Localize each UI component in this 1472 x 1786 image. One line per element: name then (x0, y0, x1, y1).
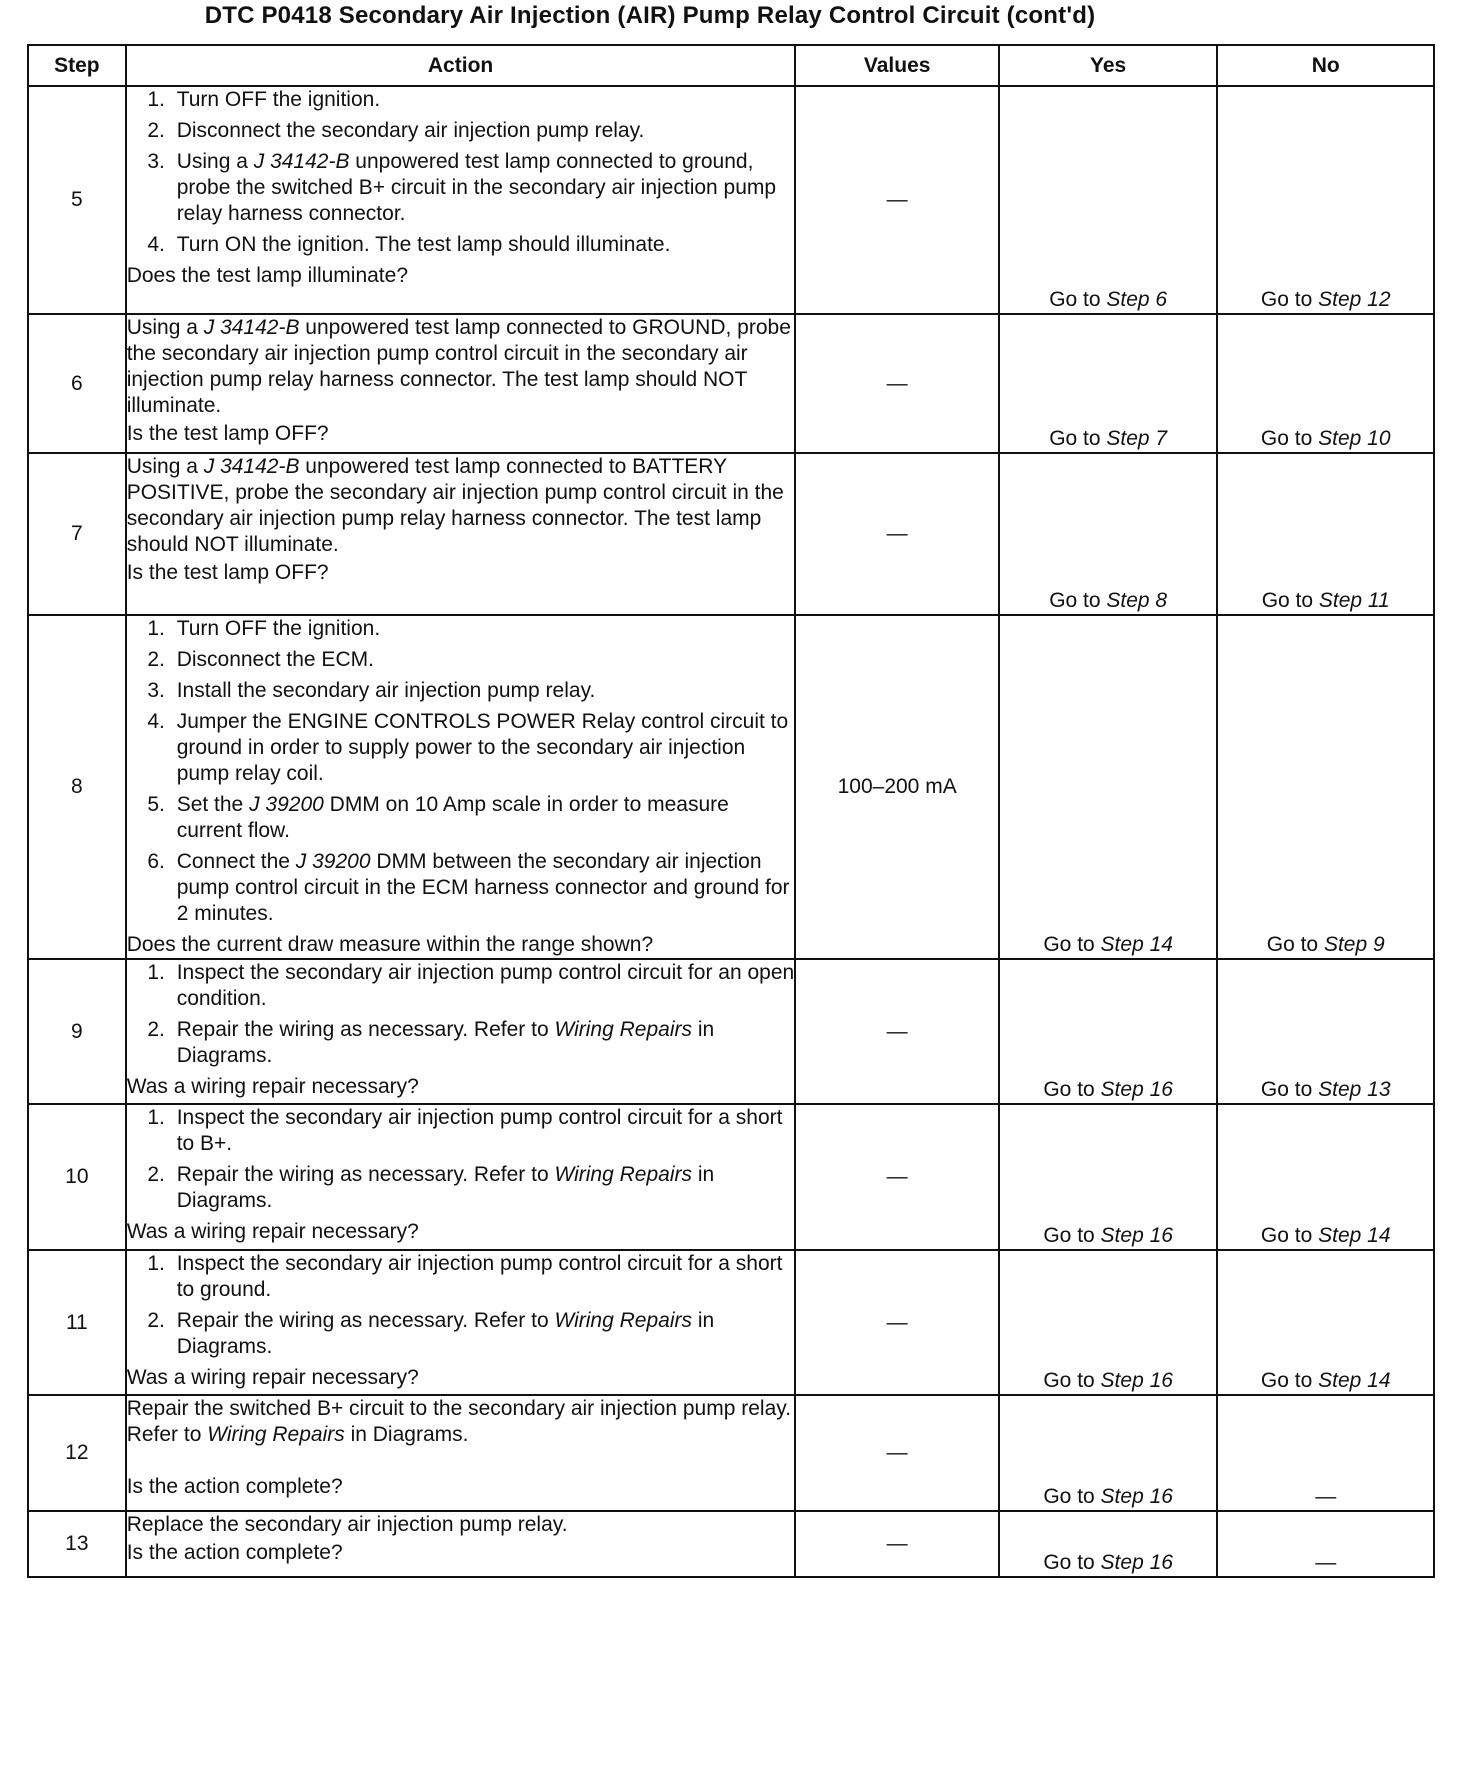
text-run: Set the (176, 793, 250, 816)
action-cell (126, 314, 796, 453)
action-step-item (171, 87, 795, 113)
no-cell (1217, 86, 1434, 314)
italic-reference: Wiring Repairs (554, 1163, 692, 1186)
action-step-item (171, 232, 795, 258)
action-steps-list (127, 87, 795, 258)
action-step-item (171, 1162, 795, 1214)
values-cell: — (795, 86, 998, 314)
text-run: Disconnect the ECM. (176, 648, 374, 671)
values-cell: — (795, 453, 998, 615)
text-run: unpowered test lamp connected to ground, probe the switched B+ circuit in the secondary air injection pump relay harness connector. (176, 150, 777, 225)
action-question: Does the test lamp illuminate? (126, 264, 408, 287)
action-cell (126, 1395, 796, 1511)
action-intro (127, 454, 795, 558)
values-cell: — (795, 1395, 998, 1511)
italic-reference: Step 16 (1100, 1078, 1173, 1101)
action-cell (126, 453, 796, 615)
action-step-item (171, 1017, 795, 1069)
text-run: Jumper the ENGINE CONTROLS POWER Relay control circuit to ground in order to supply power to the secondary air injection pump relay coil. (176, 710, 789, 785)
italic-reference: Step 12 (1318, 288, 1391, 311)
text-run: Using a (126, 316, 204, 339)
text-run: Go to (1043, 1078, 1101, 1101)
column-header-yes: Yes (999, 45, 1218, 86)
action-question: Is the test lamp OFF? (126, 422, 329, 445)
text-run: Go to (1266, 933, 1324, 956)
action-cell (126, 1250, 796, 1395)
text-run: Repair the switched B+ circuit to the secondary air injection pump relay. Refer to (126, 1397, 792, 1446)
step-number: 12 (28, 1395, 126, 1511)
italic-reference: J 34142-B (203, 455, 300, 478)
action-cell (126, 1511, 796, 1577)
text-run: Turn OFF the ignition. (176, 88, 381, 111)
column-header-step: Step (28, 45, 126, 86)
italic-reference: Step 16 (1100, 1485, 1173, 1508)
italic-reference: J 34142-B (253, 150, 350, 173)
italic-reference: Wiring Repairs (207, 1423, 345, 1446)
text-run: Repair the wiring as necessary. Refer to (176, 1163, 555, 1186)
action-step-item (171, 960, 795, 1012)
action-intro (127, 1396, 795, 1448)
text-run: Using a (176, 150, 254, 173)
yes-cell (999, 453, 1218, 615)
yes-cell (999, 1104, 1218, 1250)
values-cell: — (795, 1250, 998, 1395)
action-step-item (171, 1105, 795, 1157)
action-question: Is the action complete? (126, 1541, 343, 1564)
italic-reference: J 39200 (295, 850, 371, 873)
italic-reference: Step 9 (1323, 933, 1385, 956)
text-run: unpowered test lamp connected to GROUND, probe the secondary air injection pump control circuit in the secondary air injection pump relay harness connector. The test lamp should NOT illuminate. (126, 316, 791, 417)
italic-reference: Step 6 (1106, 288, 1168, 311)
step-number: 8 (28, 615, 126, 959)
text-run: Install the secondary air injection pump relay. (176, 679, 596, 702)
italic-reference: Step 16 (1100, 1551, 1173, 1574)
action-step-item (171, 149, 795, 227)
italic-reference: J 34142-B (203, 316, 300, 339)
text-run: Go to (1260, 288, 1319, 311)
italic-reference: Step 13 (1318, 1078, 1391, 1101)
yes-cell (999, 615, 1218, 959)
italic-reference: Step 14 (1100, 933, 1173, 956)
italic-reference: Step 10 (1318, 427, 1391, 450)
action-step-item (171, 616, 795, 642)
action-question: Is the action complete? (126, 1475, 343, 1498)
column-header-values: Values (795, 45, 998, 86)
text-run: Go to (1049, 589, 1107, 612)
text-run: in Diagrams. (176, 1309, 715, 1358)
yes-cell (999, 314, 1218, 453)
text-run: Go to (1261, 589, 1319, 612)
action-question: Was a wiring repair necessary? (126, 1366, 419, 1389)
action-steps-list (127, 1251, 795, 1360)
text-run: DMM on 10 Amp scale in order to measure current flow. (176, 793, 729, 842)
text-run: Go to (1260, 427, 1319, 450)
italic-reference: J 39200 (249, 793, 324, 816)
italic-reference: Step 14 (1318, 1224, 1391, 1247)
text-run: Turn OFF the ignition. (176, 617, 381, 640)
no-cell (1217, 1104, 1434, 1250)
text-run: Replace the secondary air injection pump relay. (126, 1513, 568, 1536)
table-row (28, 959, 1434, 1104)
yes-cell (999, 1511, 1218, 1577)
text-run: DMM between the secondary air injection pump control circuit in the ECM harness connector and ground for 2 minutes. (176, 850, 790, 925)
yes-cell (999, 1395, 1218, 1511)
action-step-item (171, 678, 795, 704)
italic-reference: Wiring Repairs (554, 1309, 692, 1332)
table-row (28, 1395, 1434, 1511)
text-run: Inspect the secondary air injection pump control circuit for a short to B+. (176, 1106, 783, 1155)
text-run: Go to (1043, 1485, 1101, 1508)
text-run: Go to (1260, 1369, 1319, 1392)
no-cell (1217, 314, 1434, 453)
italic-reference: Step 14 (1318, 1369, 1391, 1392)
action-intro (127, 1512, 795, 1538)
text-run: Inspect the secondary air injection pump control circuit for an open condition. (176, 961, 795, 1010)
text-run: Disconnect the secondary air injection pump relay. (176, 119, 645, 142)
table-row (28, 1104, 1434, 1250)
step-number: 9 (28, 959, 126, 1104)
table-row (28, 1511, 1434, 1577)
action-step-item (171, 647, 795, 673)
action-step-item (171, 118, 795, 144)
text-run: — (1315, 1551, 1337, 1574)
step-number: 6 (28, 314, 126, 453)
action-cell (126, 86, 796, 314)
action-cell (126, 959, 796, 1104)
italic-reference: Step 7 (1106, 427, 1168, 450)
italic-reference: Step 11 (1318, 589, 1390, 612)
no-cell (1217, 1511, 1434, 1577)
italic-reference: Step 16 (1100, 1224, 1173, 1247)
italic-reference: Wiring Repairs (554, 1018, 692, 1041)
yes-cell (999, 86, 1218, 314)
text-run: Go to (1043, 1551, 1101, 1574)
text-run: Repair the wiring as necessary. Refer to (176, 1309, 555, 1332)
step-number: 10 (28, 1104, 126, 1250)
values-cell: — (795, 1104, 998, 1250)
action-steps-list (127, 616, 795, 927)
text-run: in Diagrams. (176, 1163, 715, 1212)
text-run: in Diagrams. (176, 1018, 715, 1067)
action-step-item (171, 792, 795, 844)
no-cell (1217, 959, 1434, 1104)
values-cell: — (795, 1511, 998, 1577)
italic-reference: Step 8 (1106, 589, 1168, 612)
action-steps-list (127, 960, 795, 1069)
text-run: Inspect the secondary air injection pump control circuit for a short to ground. (176, 1252, 783, 1301)
action-step-item (171, 709, 795, 787)
text-run: Go to (1043, 933, 1101, 956)
text-run: Go to (1043, 1224, 1101, 1247)
text-run: Go to (1049, 288, 1107, 311)
italic-reference: Step 16 (1100, 1369, 1173, 1392)
text-run: Repair the wiring as necessary. Refer to (176, 1018, 555, 1041)
action-question: Was a wiring repair necessary? (126, 1220, 419, 1243)
action-question: Was a wiring repair necessary? (126, 1075, 419, 1098)
no-cell (1217, 453, 1434, 615)
text-run: Go to (1260, 1078, 1319, 1101)
step-number: 11 (28, 1250, 126, 1395)
table-row (28, 1250, 1434, 1395)
step-number: 5 (28, 86, 126, 314)
action-question: Does the current draw measure within the range shown? (126, 933, 654, 956)
action-question: Is the test lamp OFF? (126, 561, 329, 584)
values-cell: — (795, 959, 998, 1104)
table-body (28, 86, 1434, 1577)
table-row (28, 453, 1434, 615)
yes-cell (999, 1250, 1218, 1395)
text-run: Connect the (176, 850, 296, 873)
column-header-action: Action (126, 45, 796, 86)
yes-cell (999, 959, 1218, 1104)
text-run: Turn ON the ignition. The test lamp should illuminate. (176, 233, 671, 256)
step-number: 13 (28, 1511, 126, 1577)
values-cell: — (795, 314, 998, 453)
text-run: Go to (1049, 427, 1107, 450)
action-step-item (171, 1251, 795, 1303)
text-run: unpowered test lamp connected to BATTERY POSITIVE, probe the secondary air injection pump control circuit in the secondary air injection pump relay harness connector. The test lamp should NOT illuminate. (126, 455, 784, 556)
page-title: DTC P0418 Secondary Air Injection (AIR) Pump Relay Control Circuit (cont'd) (204, 2, 1096, 29)
no-cell (1217, 615, 1434, 959)
step-number: 7 (28, 453, 126, 615)
no-cell (1217, 1250, 1434, 1395)
action-intro (127, 315, 795, 419)
text-run: Go to (1043, 1369, 1101, 1392)
action-step-item (171, 1308, 795, 1360)
table-row (28, 615, 1434, 959)
text-run: in Diagrams. (344, 1423, 469, 1446)
column-header-no: No (1217, 45, 1434, 86)
values-cell: 100–200 mA (795, 615, 998, 959)
action-step-item (171, 849, 795, 927)
table-row (28, 86, 1434, 314)
action-steps-list (127, 1105, 795, 1214)
action-cell (126, 1104, 796, 1250)
action-cell (126, 615, 796, 959)
no-cell (1217, 1395, 1434, 1511)
diagnostic-table (27, 44, 1435, 1578)
text-run: Go to (1260, 1224, 1319, 1247)
table-row (28, 314, 1434, 453)
table-header-row (28, 45, 1434, 86)
text-run: Using a (126, 455, 204, 478)
text-run: — (1315, 1485, 1337, 1508)
